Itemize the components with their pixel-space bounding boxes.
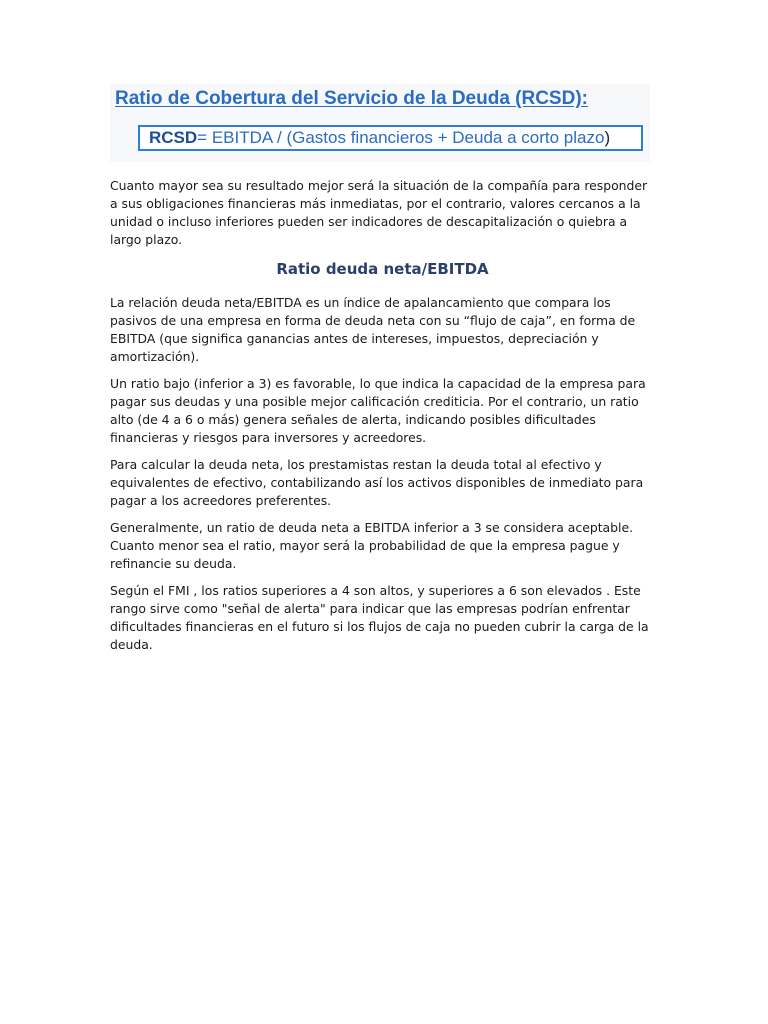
rcsd-figure bbox=[110, 84, 650, 162]
formula-box bbox=[138, 125, 643, 151]
paragraph-low-ratio: Un ratio bajo (inferior a 3) es favorable, lo que indica la capacidad de la empresa para pagar sus deudas y una posible mejor calificación crediticia. Por el contrario, un ratio alto (de 4 a 6 o más) genera señales de alerta, indicando posibles dificultades financieras y riesgos para inversores y acreedores. bbox=[110, 376, 646, 445]
paragraph-fmi: Según el FMI , los ratios superiores a 4 son altos, y superiores a 6 son elevados . Este rango sirve como "señal de alerta" para indicar que las empresas podrían enfrentar dificultades financieras en el futuro si los flujos de caja no pueden cubrir la carga de la deuda. bbox=[110, 583, 649, 652]
formula-body: = EBITDA / (Gastos financieros + Deuda a corto plazo bbox=[197, 128, 605, 147]
formula-close: ) bbox=[604, 128, 611, 147]
formula-label: RCSD bbox=[149, 128, 198, 147]
paragraph-definition: La relación deuda neta/EBITDA es un índice de apalancamiento que compara los pasivos de una empresa en forma de deuda neta con su “flujo de caja”, en forma de EBITDA (que significa ganancias antes de intereses, impuestos, depreciación y amortización). bbox=[110, 295, 636, 364]
figure-title: Ratio de Cobertura del Servicio de la Deuda (RCSD): bbox=[115, 88, 588, 109]
section-heading: Ratio deuda neta/EBITDA bbox=[276, 260, 489, 278]
paragraph-net-debt: Para calcular la deuda neta, los prestamistas restan la deuda total al efectivo y equivalentes de efectivo, contabilizando así los activos disponibles de inmediato para pagar a los acreedores preferentes. bbox=[110, 457, 644, 508]
paragraph-acceptable: Generalmente, un ratio de deuda neta a EBITDA inferior a 3 se considera aceptable. Cuanto menor sea el ratio, mayor será la probabilidad de que la empresa pague y refinancie su deuda. bbox=[110, 520, 634, 571]
intro-paragraph: Cuanto mayor sea su resultado mejor será la situación de la compañía para responder a sus obligaciones financieras más inmediatas, por el contrario, valores cercanos a la unidad o incluso inferiores pueden ser indicadores de descapitalización o quiebra a largo plazo. bbox=[110, 178, 648, 247]
document-page bbox=[110, 84, 655, 654]
